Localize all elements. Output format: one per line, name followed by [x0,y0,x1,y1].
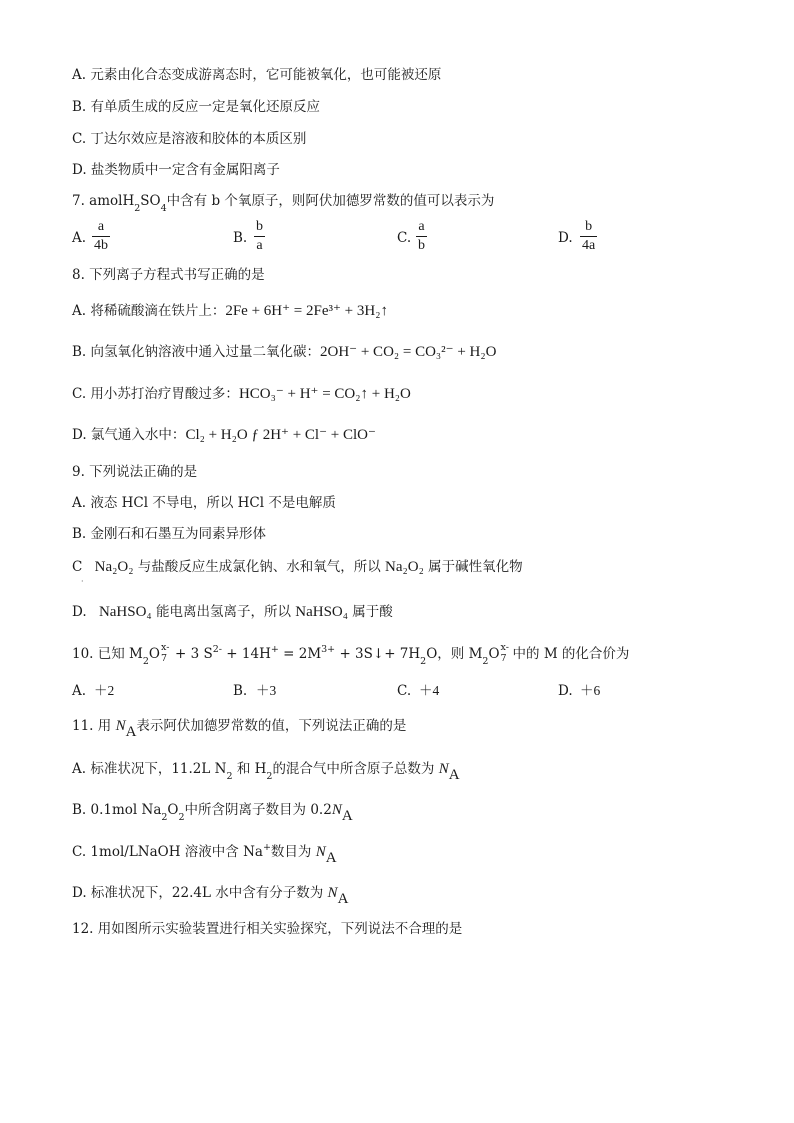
q11-option-d: D. 标准状况下，22.4L 水中含有分子数为 $N_A$ [72,885,349,907]
q11-option-b: B. 0.1mol $Na_2O_2$中所含阴离子数目为 $0.2N_A$ [72,802,353,824]
q8-stem: 8. 下列离子方程式书写正确的是 [72,267,265,283]
q9-stem: 9. 下列说法正确的是 [72,464,198,480]
q7-option-d-label: D. [558,230,573,246]
q8-equation-d: Cl₂ + H₂O ƒ 2H⁺ + Cl⁻ + ClO⁻ [185,427,376,443]
q7-option-d-fraction: b 4a [582,219,596,253]
q10-option-b-label: B. [233,683,248,699]
q12-stem: 12. 用如图所示实验装置进行相关实验探究，下列说法不合理的是 [72,921,463,937]
q6-option-a: A. 元素由化合态变成游离态时，它可能被氧化，也可能被还原 [72,67,442,83]
q7-option-a-label: A. [72,230,87,246]
q7-option-a-fraction: a 4b [94,219,108,253]
q8-option-b: B. 向氢氧化钠溶液中通入过量二氧化碳：2OH⁻ + CO₂ = CO₃²⁻ + H₂O [72,344,497,360]
q9-option-d: D. NaHSO₄ 能电离出氢离子，所以 NaHSO₄ 属于酸 [72,604,393,620]
q9-option-b: B. 金刚石和石墨互为同素异形体 [72,526,267,542]
q10-option-b-value: ＋3 [256,683,277,698]
q8-equation-a: 2Fe + 6H⁺ = 2Fe³⁺ + 3H₂↑ [225,303,388,319]
q10-option-a-label: A. [72,683,87,699]
q10-stem: 10. 已知 $M_2O$ x- 7 + 3 $S^{2-} + 14H^+ = 2M^{3+}$ + 3S↓+ $7H_2O$，则 $M_2O$ x- 7 中的 M 的化合价为 [72,641,630,667]
q7-option-c-fraction: a b [418,219,425,253]
q11-stem: 11. 用 $N_A$表示阿伏加德罗常数的值，下列说法正确的是 [72,718,407,740]
q7-option-b-label: B. [233,230,248,246]
q10-option-d-label: D. [558,683,573,699]
q8-option-c: C. 用小苏打治疗胃酸过多：HCO₃⁻ + H⁺ = CO₂↑ + H₂O [72,386,411,402]
q7-option-c-label: C. [397,230,412,246]
q11-option-c: C. 1mol/LNaOH 溶液中含 Na+数目为 $N_A$ [72,841,337,866]
q10-option-c-value: ＋4 [419,683,440,698]
q9-c-formula-2: Na₂O₂ [385,559,424,575]
q9-c-formula-1: Na₂O₂ [94,559,134,575]
q6-option-d: D. 盐类物质中一定含有金属阳离子 [72,162,280,178]
stray-dot: · [81,577,84,586]
q9-option-c: C Na₂O₂ 与盐酸反应生成氯化钠、水和氧气，所以 Na₂O₂ 属于碱性氧化物 [72,559,523,575]
q8-option-a: A. 将稀硫酸滴在铁片上：2Fe + 6H⁺ = 2Fe³⁺ + 3H₂↑ [72,303,388,319]
q6-option-c: C. 丁达尔效应是溶液和胶体的本质区别 [72,131,307,147]
q10-option-d-value: ＋6 [580,683,601,698]
q7-option-b-fraction: b a [256,219,263,253]
q9-option-a: A. 液态 HCl 不导电，所以 HCl 不是电解质 [72,495,336,511]
q7-stem: 7. $amolH_2SO_4$中含有 b 个氧原子，则阿伏加德罗常数的值可以表示为 [72,193,495,214]
q9-d-formula-2: NaHSO₄ [295,604,348,620]
q9-d-formula-1: NaHSO₄ [98,604,152,620]
q8-option-d: D. 氯气通入水中：Cl₂ + H₂O ƒ 2H⁺ + Cl⁻ + ClO⁻ [72,427,376,443]
q10-option-c-label: C. [397,683,412,699]
q8-equation-b: 2OH⁻ + CO₂ = CO₃²⁻ + H₂O [320,344,497,360]
q10-option-a-value: ＋2 [94,683,115,698]
q6-option-b: B. 有单质生成的反应一定是氧化还原反应 [72,99,321,115]
q11-option-a: A. 标准状况下，11.2L $N_2$ 和 $H_2$的混合气中所含原子总数为 $N_A$ [72,761,460,783]
q8-equation-c: HCO₃⁻ + H⁺ = CO₂↑ + H₂O [238,386,411,402]
